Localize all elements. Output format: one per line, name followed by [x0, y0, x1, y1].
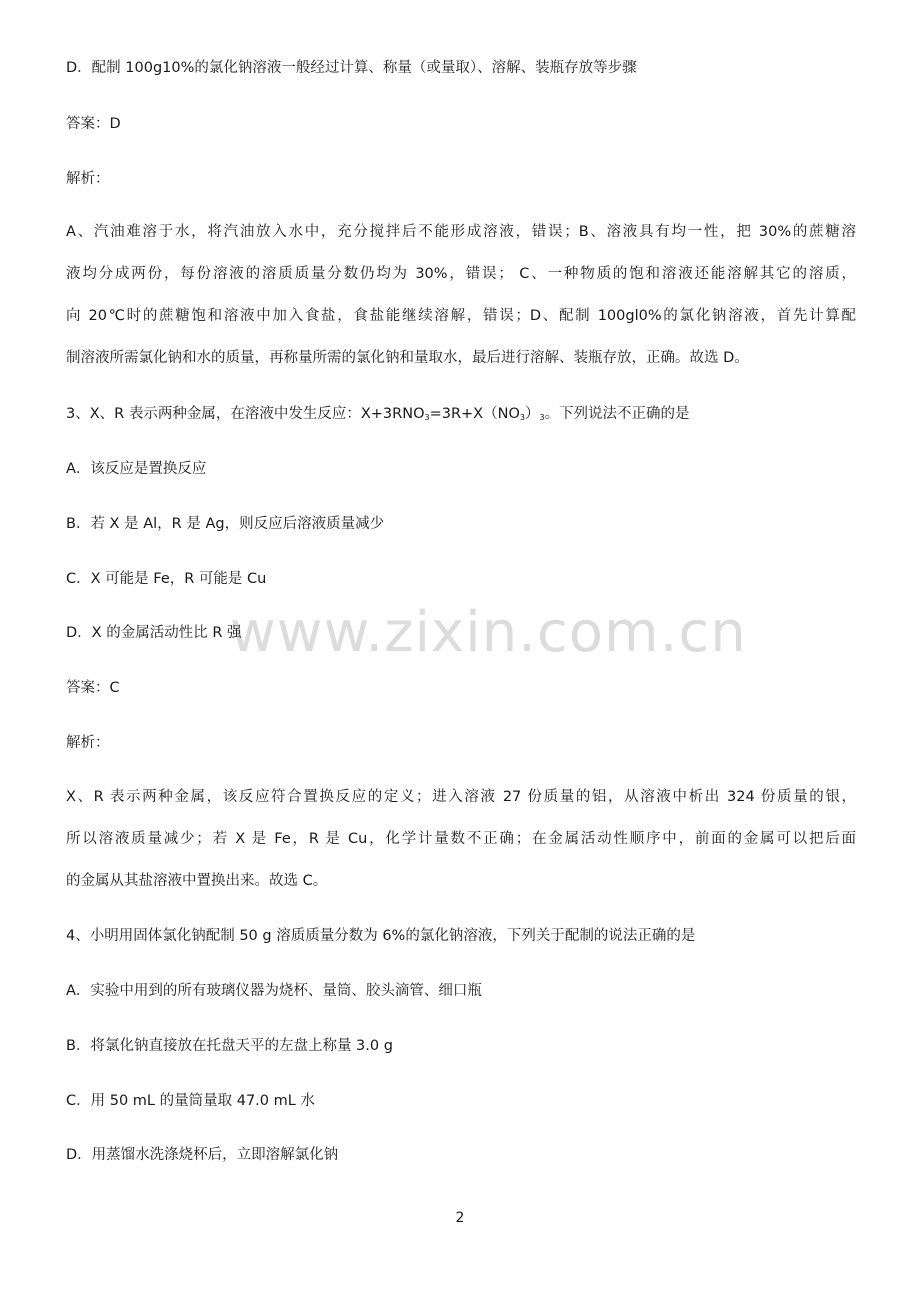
q4-option-a: A．实验中用到的所有玻璃仪器为烧杯、量筒、胶头滴管、细口瓶: [66, 983, 482, 999]
q3-option-a: A．该反应是置换反应: [66, 461, 207, 477]
q4-option-d: D．用蒸馏水洗涤烧杯后，立即溶解氯化钠: [66, 1147, 339, 1163]
q2-answer: 答案：D: [66, 116, 121, 132]
q4-stem: 4、小明用固体氯化钠配制 50 g 溶质质量分数为 6%的氯化钠溶液，下列关于配制的说法正确的是: [66, 928, 696, 944]
watermark: www.zixin.com.cn: [230, 600, 747, 665]
q3-stem-part: 3、X、R 表示两种金属，在溶液中发生反应：X+3RNO: [66, 406, 425, 422]
q3-analysis-label: 解析：: [66, 735, 110, 751]
q2-analysis-line: 制溶液所需氯化钠和水的质量，再称量所需的氯化钠和量取水，最后进行溶解、装瓶存放，正确。故选 D。: [66, 350, 749, 366]
q3-analysis-line: X、R 表示两种金属，该反应符合置换反应的定义；进入溶液 27 份质量的铝，从溶液中析出 324 份质量的银，: [66, 789, 856, 805]
q3-stem-part: =3R+X（NO: [429, 406, 520, 422]
q3-answer: 答案：C: [66, 680, 120, 696]
q2-analysis-line: 液均分成两份，每份溶液的溶质质量分数仍均为 30%，错误； C、一种物质的饱和溶液还能溶解其它的溶质，: [66, 266, 856, 282]
q2-analysis-label: 解析：: [66, 171, 110, 187]
q3-analysis-line: 的金属从其盐溶液中置换出来。故选 C。: [66, 873, 328, 889]
q2-analysis-text: [66, 211, 856, 379]
q3-option-d: D．X 的金属活动性比 R 强: [66, 625, 242, 641]
q3-analysis-text: [66, 776, 856, 902]
q4-option-b: B．将氯化钠直接放在托盘天平的左盘上称量 3.0 g: [66, 1038, 393, 1054]
q3-analysis-line: 所以溶液质量减少；若 X 是 Fe，R 是 Cu，化学计量数不正确；在金属活动性顺序中，前面的金属可以把后面: [66, 831, 856, 847]
q2-option-d: D．配制 100g10%的氯化钠溶液一般经过计算、称量（或量取）、溶解、装瓶存放等步骤: [66, 60, 637, 76]
page-number: 2: [455, 1210, 465, 1226]
q3-stem-part: ）: [524, 406, 540, 422]
q3-stem: [66, 404, 690, 428]
q3-stem-subscript: 3: [424, 413, 430, 422]
q3-stem-subscript: 3: [519, 413, 525, 422]
q3-option-b: B．若 X 是 Al，R 是 Ag，则反应后溶液质量减少: [66, 516, 385, 532]
q3-stem-subscript: 3: [539, 413, 545, 422]
q2-analysis-line: 向 20℃时的蔗糖饱和溶液中加入食盐，食盐能继续溶解，错误；D、配制 100gl0%的氯化钠溶液，首先计算配: [66, 308, 856, 324]
q3-stem-part: 。下列说法不正确的是: [544, 406, 690, 422]
q3-option-c: C．X 可能是 Fe，R 可能是 Cu: [66, 571, 267, 587]
q4-option-c: C．用 50 mL 的量筒量取 47.0 mL 水: [66, 1093, 315, 1109]
q2-analysis-line: A、汽油难溶于水，将汽油放入水中，充分搅拌后不能形成溶液，错误；B、溶液具有均一性，把 30%的蔗糖溶: [66, 224, 856, 240]
